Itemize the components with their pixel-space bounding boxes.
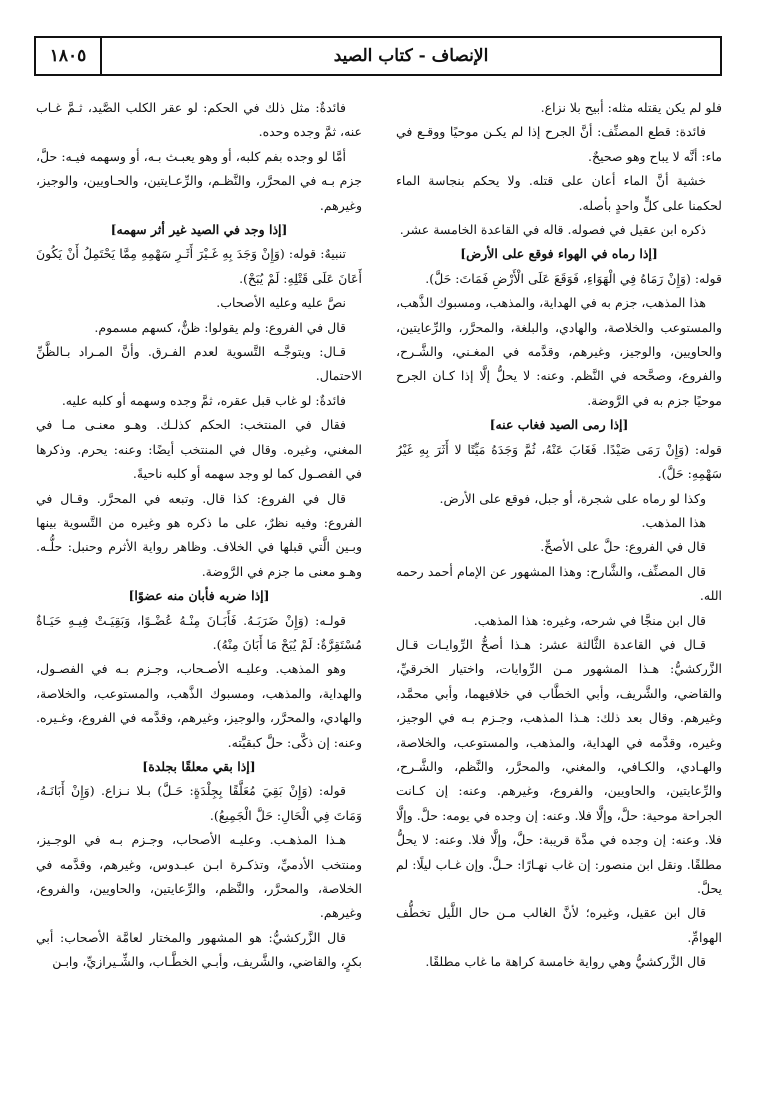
paragraph: هـذا المذهـب. وعليـه الأصحاب، وجـزم بـه في الوجـيز، ومنتخب الأدميِّ، وتذكـرة ابـن عبـدوس، وغيرهم، وقدَّمه في الخلاصة، والمحرَّر، والنَّظم، والرِّعايتين، والحاويين، والفروع، وغيرهم. [36, 832, 362, 921]
paragraph: قال في الفروع: كذا قال. وتبعه في المحرَّر. وقـال في الفروع: وفيه نظرٌ، على ما ذكره هو وغيره من التَّسوية بينها وبـين الَّتي قبلها في الخلاف. وظاهر رواية الأثرم وحنبل: حلُّـه. وهـو معنى ما جزم في الرَّوضة. [36, 490, 362, 579]
paragraph: قال المصنِّف، والشَّارح: وهذا المشهور عن الإمام أحمد رحمه الله. [396, 563, 722, 604]
section-heading: [إذا ضربه فأبان منه عضوًا] [128, 588, 270, 604]
section-heading: [إذا بقي معلقًا بجلدة] [142, 758, 256, 774]
paragraph: وهو المذهب. وعليـه الأصـحاب، وجـزم بـه في الفصـول، والهداية، والمذهب، ومسبوك الذَّهب، والمستوعب، والخلاصة، والهادي، والمحرَّر، والوجيز، وغيرهم، وقدَّمه في الفروع، وغـيره. وعنه: إن ذكَّى: حلَّ كبقيَّته. [36, 661, 362, 750]
paragraph: خشية أنَّ الماء أعان على قتله. ولا يحكم بنجاسة الماء لحكمنا على كلٍّ واحدٍ بأصله. [396, 173, 722, 213]
paragraph: فائدة: قطع المصنِّف: أنَّ الجرح إذا لم يكـن موحيًا ووقـع في ماء: أنَّه لا يباح وهو صحيحٌ. [396, 124, 722, 164]
paragraph: فقال في المنتخب: الحكم كذلـك. وهـو معنـى مـا في المغني، وغيره. وقال في المنتخب أيضًا: وعنه: يحرم. وذكرها في الفصـول كما لو وجد سهمه أو كلبه ناحيةً. [36, 417, 362, 482]
paragraph: هذا المذهب. [641, 514, 706, 530]
paragraph: قال الزَّركشيُّ وهي رواية خامسة كراهة ما غاب مطلقًا. [425, 954, 706, 970]
paragraph: نصَّ عليه وعليه الأصحاب. [216, 295, 346, 311]
paragraph: قولـه: (وَإِنْ ضَرَبَـهُ. فَأَبَـانَ مِنْـهُ عُضْـوًا، وَبَقِيَـتْ فِيـهِ حَيَـاةٌ مُسْتَقِرَّةٌ: لَمْ يُبَحْ مَا أَبَانَ مِنْهُ). [36, 612, 362, 652]
section-heading: [إذا رماه في الهواء فوقع على الأرض] [460, 246, 658, 262]
paragraph: فلو لم يكن يقتله مثله: أبيح بلا نزاع. [540, 100, 722, 115]
paragraph: تنبيهٌ: قوله: (وَإِنْ وَجَدَ بِهِ غَـيْرَ أَثَـرِ سَهْمِهِ مِمَّا يَحْتَمِلُ أَنْ يَكُونَ أَعَانَ عَلَى قَتْلِهِ: لَمْ يُبَحْ). [36, 246, 362, 286]
page-title: الإنصاف - كتاب الصيد [333, 46, 489, 66]
page-header [34, 36, 722, 76]
right-column [396, 96, 722, 1081]
left-column [36, 96, 362, 1081]
paragraph: قـال في القاعدة الثَّالثة عشر: هـذا أصحُّ الرِّوايـات قـال الزَّركشيُّ: هـذا المشهور مـن الرِّوايات، واختيار الخرقيِّ، والقاضي، والشَّريف، وأبي الخطَّاب في خلافيهما، وأبي محمَّد، وغيرهم. وقال بعد ذلك: هـذا المذهب، وجـزم بـه في الوجيز، وغيره، وقدَّمه في الهداية، والمذهب، والمستوعب، والخلاصة، والهـادي، والكـافي، والمغني، والمحرَّر، والنَّظم، والشَّـرح، والرِّعايتين، والحاويين، والفروع، وغيرهم. وعنه: إن كـانت الجراحة موحية: حلَّ، وإلَّا فلا. وعنه: إن وجده في يومه: حلَّ. وإلَّا فلا. وعنه: إن وجده في مدَّة قريبة: حلَّ، وإلَّا فلا. وعنه: لا يحلُّ مطلقًا. ونقل ابن منصور: إن غاب نهـارًا: حـلَّ. وإن غـاب ليلًا: لم يحلَّ. [396, 636, 722, 896]
paragraph: هذا المذهب، جزم به في الهداية، والمذهب، ومسبوك الذَّهب، والمستوعب والخلاصة، والهادي، والبلغة، والمحرَّر، والرِّعايتين، والحاويين، والوجيز، وغيرهم، وقدَّمه في المغـني، والشَّـرح، والفروع، وصحَّحه في النَّظم. وعنه: لا يحلُّ إلَّا إذا كـان الجرح موحيًا جزم به في الرَّوضة. [396, 295, 722, 408]
page-number: ١٨٠٥ [36, 38, 102, 74]
paragraph: قال ابن عقيل، وغيره؛ لأنَّ الغالب مـن حال اللَّيل تخطُّف الهوامِّ. [396, 905, 722, 945]
paragraph: ذكره ابن عقيل في فصوله. قاله في القاعدة الخامسة عشر. [399, 222, 706, 238]
paragraph: قال في الفروع: ولم يقولوا: ظنٌّ، كسهم مسموم. [94, 319, 346, 335]
paragraph: قوله: (وَإِنْ رَمَاهُ فِي الْهَوَاءِ، فَوَقَعَ عَلَى الْأَرْضِ فَمَاتَ: حَلَّ). [425, 270, 722, 286]
paragraph: قوله: (وَإِنْ رَمَى صَيْدًا. فَغَابَ عَنْهُ، ثُمَّ وَجَدَهُ مَيِّتًا لا أَثَرَ بِهِ غَيْرُ سَهْمِهِ: حَلَّ). [396, 441, 722, 482]
section-heading: [إذا رمى الصيد فغاب عنه] [489, 417, 629, 433]
paragraph: أمَّا لو وجده بفم كلبه، أو وهو يعبـث بـه، أو وسهمه فيـه: حلَّ، جزم بـه في المحرَّر، والنَّظـم، والرِّعـايتين، والحـاويين، والوجيز، وغيرهم. [36, 148, 362, 213]
paragraph: قال ابن منجَّا في شرحه، وغيره: هذا المذهب. [473, 612, 706, 628]
paragraph: قوله: (وَإِنْ بَقِيَ مُعَلَّقًا بِجِلْدَةٍ: حَـلَّ) بـلا نـزاع. (وَإِنْ أَبَانَـهُ، وَمَاتَ فِي الْحَالِ: حَلَّ الْجَمِيعُ). [36, 783, 362, 823]
section-heading: [إذا وجد في الصيد غير أثر سهمه] [110, 222, 288, 238]
paragraph: قال الزَّركشيُّ: هو المشهور والمختار لعامَّة الأصحاب: أبي بكرٍ، والقاضي، والشَّريف، وأبـي الخطَّـاب، والشِّـيرازيِّ، وابـن [36, 929, 362, 970]
paragraph: فائدةٌ: لو غاب قبل عقره، ثمَّ وجده وسهمه أو كلبه عليه. [61, 392, 346, 408]
paragraph: قال في الفروع: حلَّ على الأصحِّ. [540, 539, 706, 555]
paragraph: فائدةٌ: مثل ذلك في الحكم: لو عقر الكلب الصَّيد، ثـمَّ غـاب عنه، ثمَّ وجده وحده. [36, 100, 362, 140]
paragraph: قـال: ويتوجَّـه التَّسوية لعدم الفـرق. وأنَّ المـراد بـالظَّنِّ الاحتمال. [36, 344, 362, 384]
paragraph: وكذا لو رماه على شجرة، أو جبل، فوقع على الأرض. [439, 490, 706, 506]
